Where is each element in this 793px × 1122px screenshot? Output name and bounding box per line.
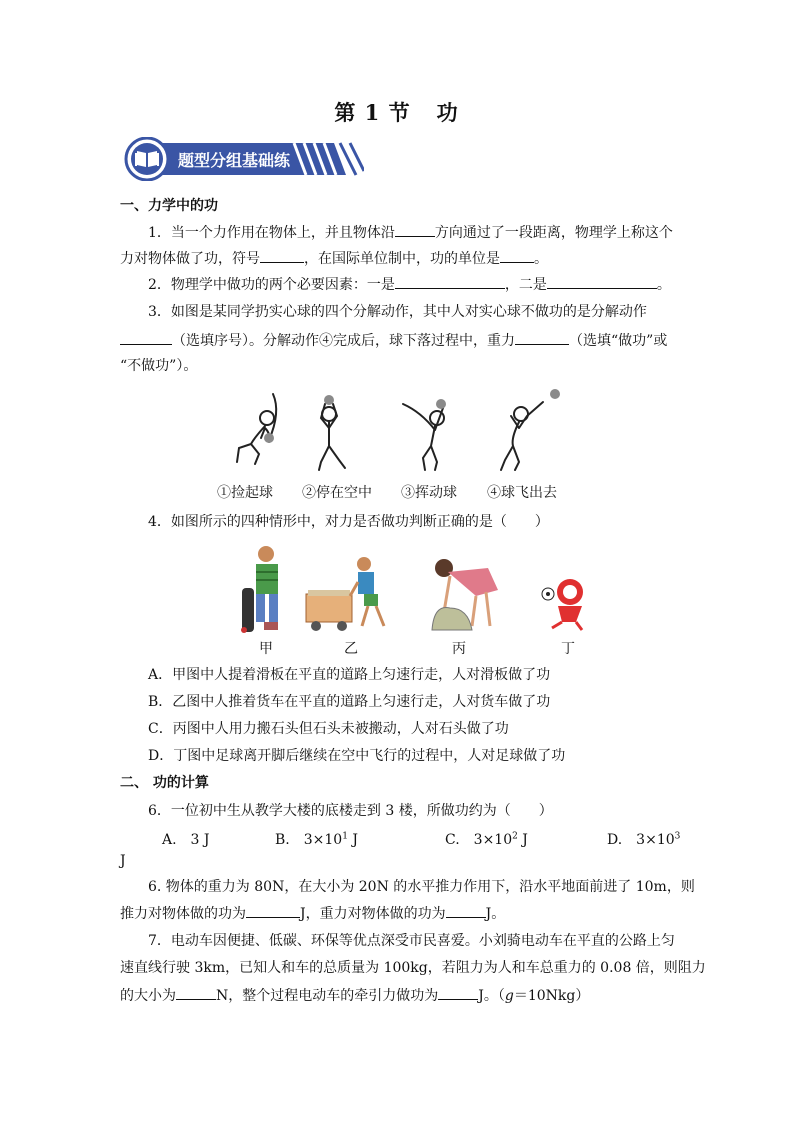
four-situations-figure: [236, 542, 596, 638]
question-6-line-1: 6. 物体的重力为 80N，在大小为 20N 的水平推力作用下，沿水平地面前进了 10m，则: [148, 879, 695, 895]
figure-caption-3: ③挥动球: [401, 485, 457, 501]
question-6-line-2: 推力对物体做的功为 J，重力对物体做的功为 J。: [120, 903, 680, 924]
question-7-line-1: 7．电动车因便捷、低碳、环保等优点深受市民喜爱。小刘骑电动车在平直的公路上匀: [148, 933, 675, 949]
figure-caption-4: ④球飞出去: [487, 485, 557, 501]
person-with-skateboard: [241, 546, 278, 633]
question-3-line-2: （选填序号）。分解动作④完成后，球下落过程中，重力 （选填“做功”或: [120, 330, 680, 351]
figure-label-bing: 丙: [452, 641, 466, 657]
figure-label-ding: 丁: [561, 641, 575, 657]
question-4-option-d: D．丁图中足球离开脚后继续在空中飞行的过程中，人对足球做了功: [148, 748, 566, 764]
question-3-line-1: 3．如图是某同学扔实心球的四个分解动作，其中人对实心球不做功的是分解动作: [148, 304, 647, 320]
question-5-option-d-unit: J: [120, 853, 126, 869]
question-4-option-c: C．丙图中人用力搬石头但石头未被搬动，人对石头做了功: [148, 721, 509, 737]
throw-sequence-figure: [225, 382, 585, 478]
question-1-line-2: 力对物体做了功，符号 ，在国际单位制中，功的单位是 。: [120, 248, 680, 269]
figure-caption-1: ①捡起球: [217, 485, 273, 501]
section-heading-1: 一、力学中的功: [120, 198, 218, 214]
figure-label-yi: 乙: [344, 641, 358, 657]
question-7-line-2: 速直线行驶 3km，已知人和车的总质量为 100kg，若阻力为人和车总重力的 0.08 倍，则阻力: [120, 960, 706, 976]
question-5-option-a: A. 3 J: [162, 832, 210, 848]
question-5-option-b: B. $3\times 10^1$ J: [275, 831, 358, 848]
question-5-stem: 6．一位初中生从教学大楼的底楼走到 3 楼，所做功约为（ ）: [148, 803, 553, 819]
question-1-line-1: 1．当一个力作用在物体上，并且物体沿 方向通过了一段距离，物理学上称这个: [148, 222, 680, 243]
question-3-line-3: “不做功”）。: [120, 358, 198, 374]
banner-label: 题型分组基础练: [178, 151, 291, 170]
question-7-line-3: 的大小为 N，整个过程电动车的牵引力做功为 J。（g＝10Nkg）: [120, 985, 680, 1006]
page-title: 第 1 节 功: [334, 100, 459, 125]
question-5-option-c: C. $3\times 10^2$ J: [445, 831, 528, 848]
figure-label-jia: 甲: [259, 641, 273, 657]
person-pushing-cart: [306, 557, 384, 631]
figure-caption-2: ②停在空中: [302, 485, 372, 501]
question-4-option-b: B．乙图中人推着货车在平直的道路上匀速行走，人对货车做了功: [148, 694, 551, 710]
mascot-kicking-ball: [542, 579, 583, 630]
question-4-stem: 4．如图所示的四种情形中，对力是否做功判断正确的是（ ）: [148, 514, 549, 530]
question-2: 2．物理学中做功的两个必要因素：一是 ，二是 。: [148, 274, 680, 295]
section-heading-2: 二、 功的计算: [120, 775, 209, 791]
question-5-option-d: D. $3\times 10^3$: [607, 831, 681, 848]
person-lifting-stone: [432, 559, 498, 630]
question-4-option-a: A．甲图中人提着滑板在平直的道路上匀速行走，人对滑板做了功: [148, 667, 551, 683]
